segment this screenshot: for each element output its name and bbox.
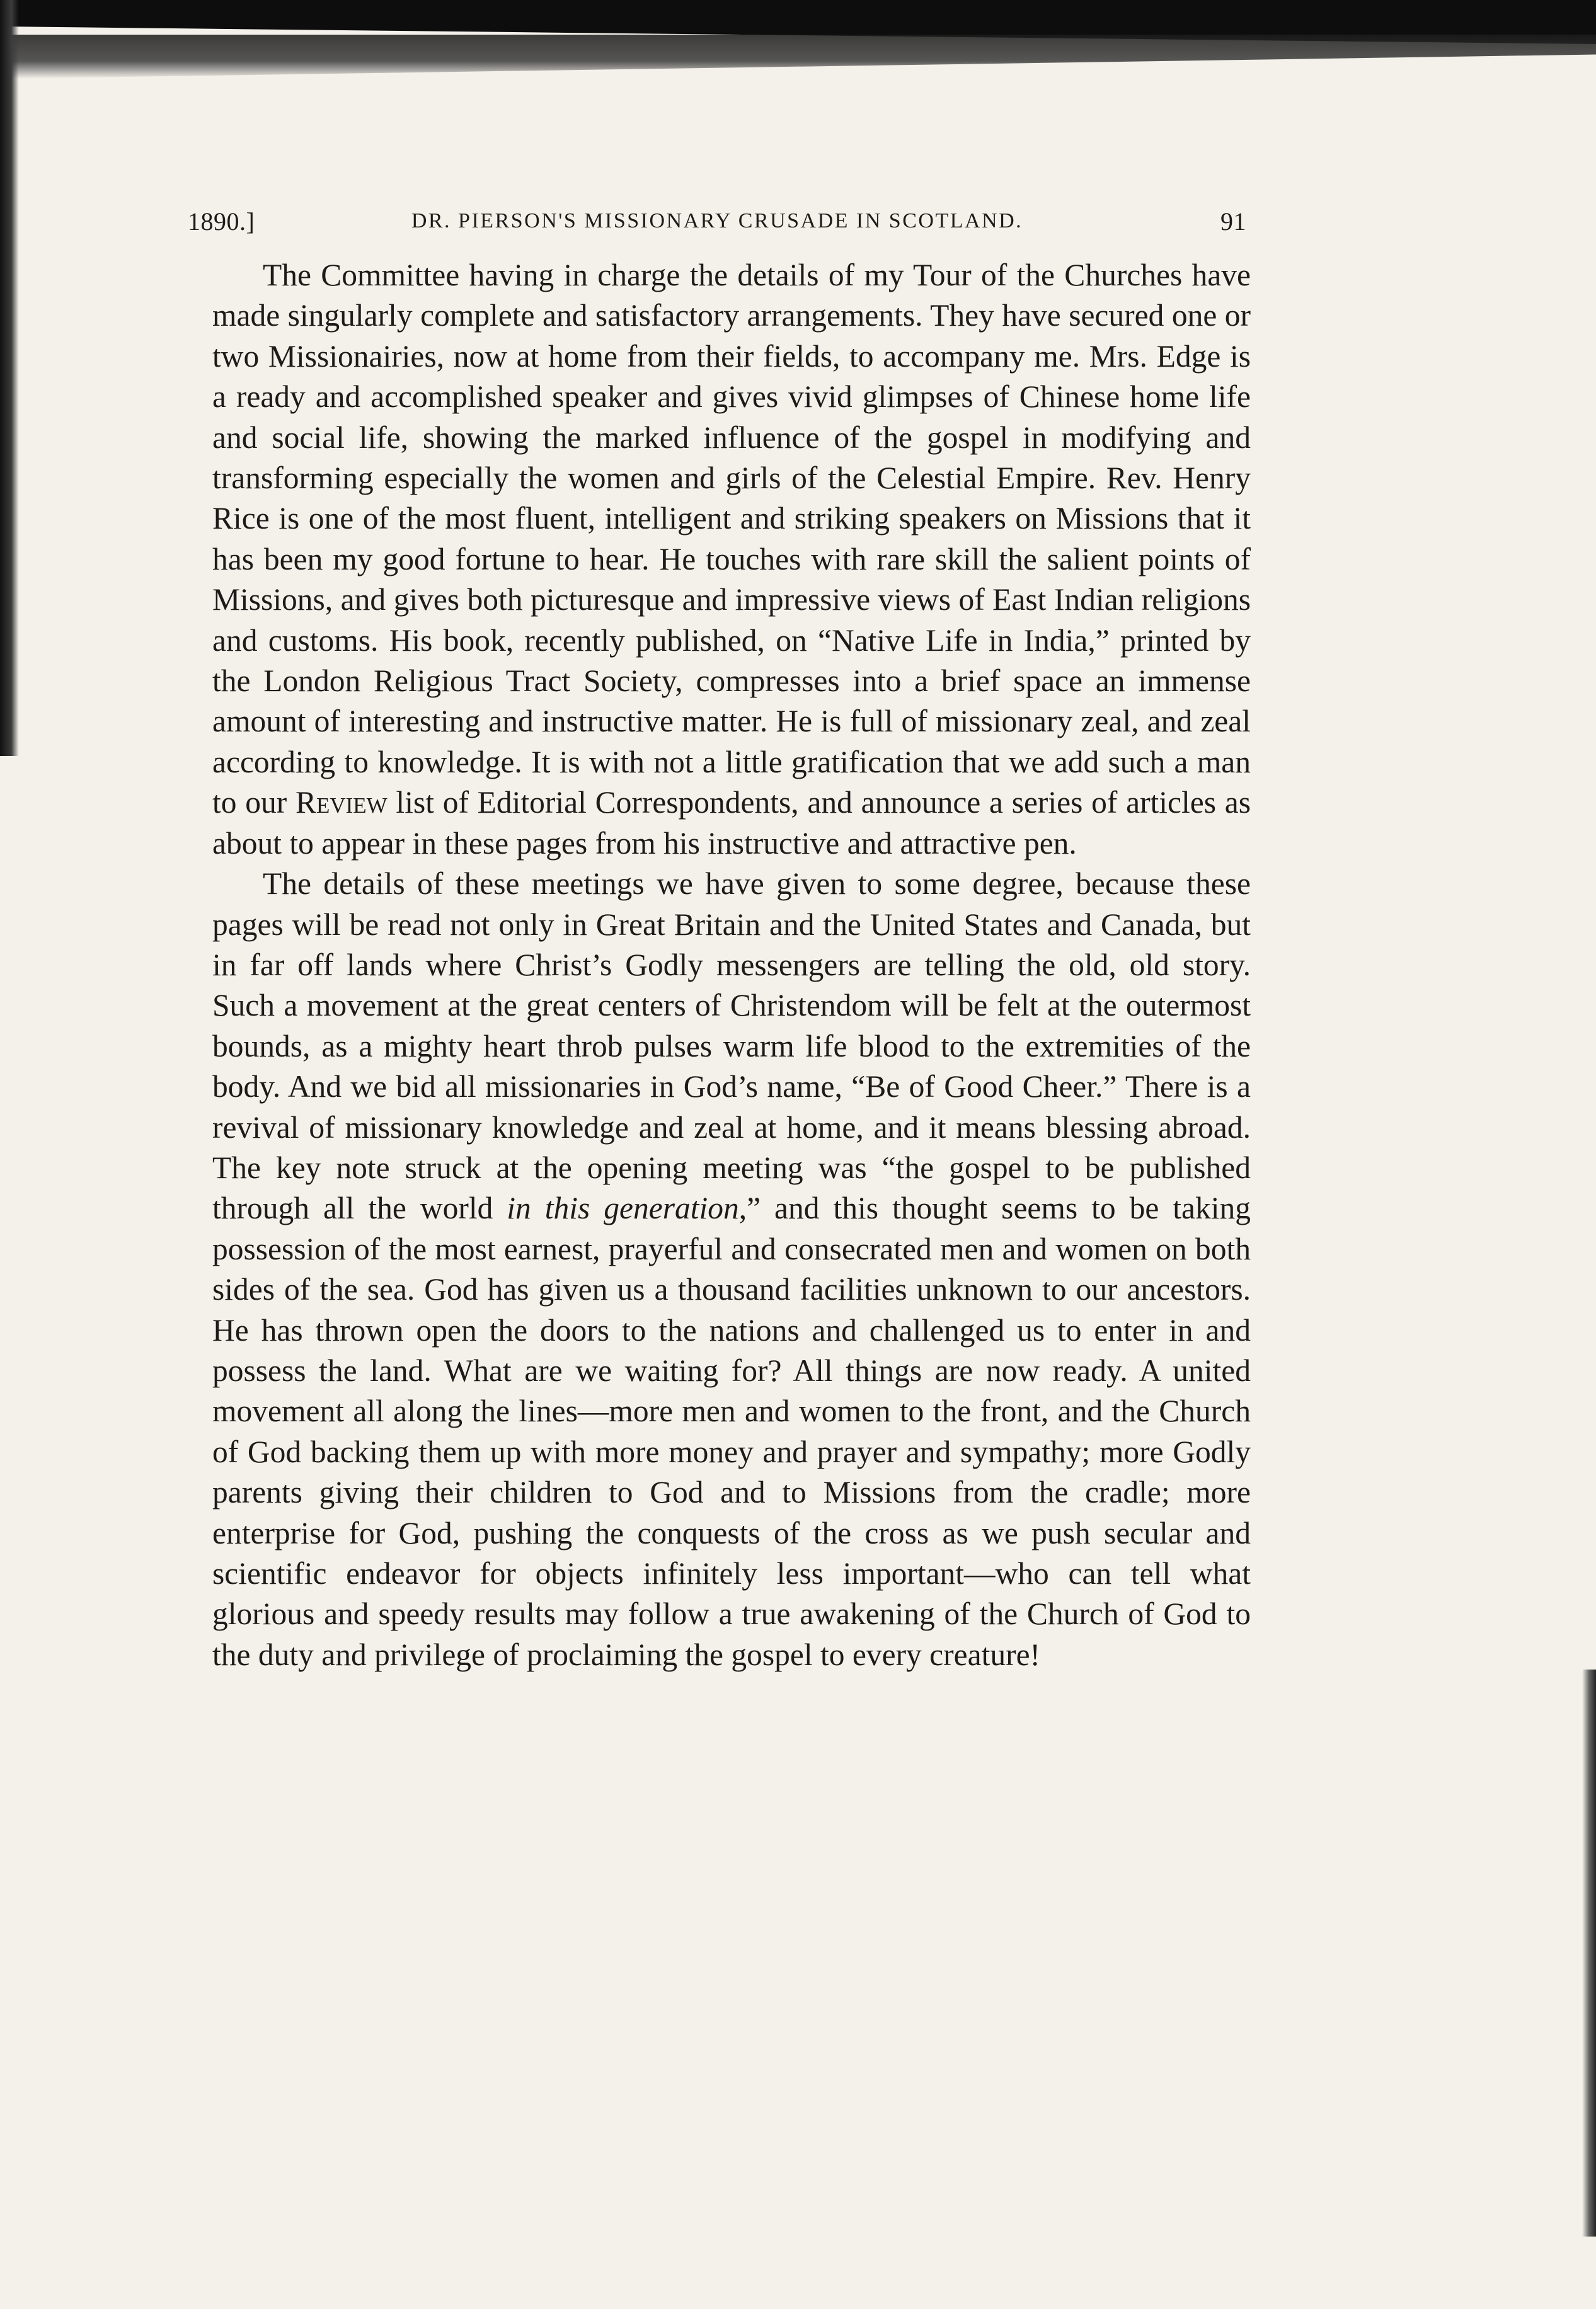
paragraph-text: The Committee having in charge the details of my Tour of the Churches have made singularly complete and satisfactory arrangements. They have secured one or two Missionairies, now at home from their fields, to accompany me. Mrs. Edge is a ready and accomplished speaker and gives vivid glimpses of Chinese home life and social life, showing the marked influence of the gospel in modifying and transforming especially the women and girls of the Celestial Empire. Rev. Henry Rice is one of the most fluent, intelligent and striking speakers on Missions that it has been my good fortune to hear. He touches with rare skill the salient points of Missions, and gives both picturesque and impressive views of East Indian religions and customs. His book, recently published, on “Native Life in India,” printed by the London Religious Tract Society, compresses into a brief space an immense amount of interesting and instructive matter. He is full of missionary zeal, and zeal according to knowledge. It is with not a little gratification that we add such a man to our bbox=[212, 258, 1251, 820]
running-title: DR. PIERSON'S MISSIONARY CRUSADE IN SCOTLAND. bbox=[411, 209, 1023, 232]
article-body bbox=[212, 255, 1251, 1675]
page-number: 91 bbox=[1220, 207, 1246, 236]
paragraph-text: list of Editorial Correspondents, and announce a series of articles as about to appear in these pages from his instructive and attractive pen. bbox=[212, 785, 1251, 861]
scan-edge-right bbox=[1582, 1670, 1596, 2237]
paragraph-text: ,” and this thought seems to be taking possession of the most earnest, prayerful and consecrated men and women on both sides of the sea. God has given us a thousand facilities unknown to our ancestors. He has thrown open the doors to the nations and challenged us to enter in and possess the land. What are we waiting for? All things are now ready. A united movement all along the lines—more men and women to the front, and the Church of God backing them up with more money and prayer and sympathy; more Godly parents giving their children to God and to Missions from the cradle; more enterprise for God, pushing the conquests of the cross as we push secular and scientific endeavor for objects infinitely less important—who can tell what glorious and speedy results may follow a true awakening of the Church of God to the duty and privilege of proclaiming the gospel to every creature! bbox=[212, 1191, 1251, 1672]
paragraph-1 bbox=[212, 255, 1251, 864]
paragraph-text: The details of these meetings we have given to some degree, because these pages will be read not only in Great Britain and the United States and Canada, but in far off lands where Christ’s Godly messengers are telling the old, old story. Such a movement at the great centers of Christendom will be felt at the outermost bounds, as a mighty heart throb pulses warm life blood to the extremities of the body. And we bid all missionaries in God’s name, “Be of Good Cheer.” There is a revival of missionary knowledge and zeal at home, and it means blessing abroad. The key note struck at the opening meeting was “the gospel to be published through all the world bbox=[212, 866, 1251, 1226]
emphasis-phrase: in this generation bbox=[507, 1191, 739, 1226]
header-year: 1890.] bbox=[188, 207, 255, 236]
scan-edge-left bbox=[0, 0, 19, 756]
page-header bbox=[188, 207, 1246, 238]
scan-shadow-top bbox=[0, 35, 1596, 79]
paragraph-2 bbox=[212, 864, 1251, 1675]
review-title: Review bbox=[295, 785, 388, 820]
